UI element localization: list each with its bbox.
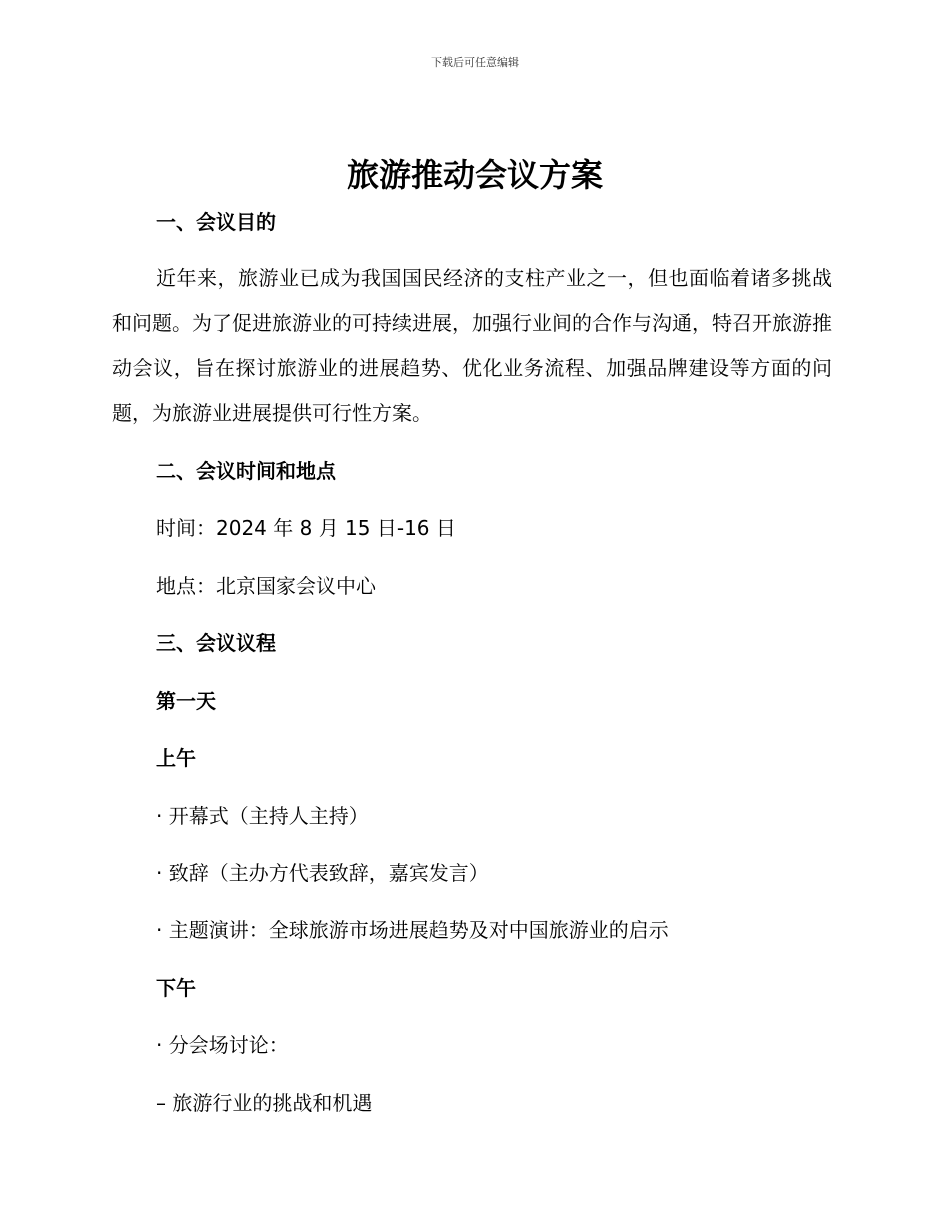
agenda-day-one: 第一天 (156, 689, 216, 713)
agenda-item: · 开幕式（主持人主持） (156, 804, 369, 828)
section-heading-time-place: 二、会议时间和地点 (156, 459, 336, 483)
section-heading-purpose: 一、会议目的 (156, 210, 276, 234)
purpose-paragraph: 近年来，旅游业已成为我国国民经济的支柱产业之一，但也面临着诸多挑战和问题。为了促进旅游业的可持续进展，加强行业间的合作与沟通，特召开旅游推动会议，旨在探讨旅游业的进展趋势、优化业务流程、加强品牌建设等方面的问题，为旅游业进展提供可行性方案。 (112, 266, 832, 425)
meeting-time: 时间：2024 年 8 月 15 日-16 日 (156, 516, 456, 540)
agenda-item: · 致辞（主办方代表致辞，嘉宾发言） (156, 861, 489, 885)
agenda-subitem: – 旅游行业的挑战和机遇 (156, 1091, 373, 1115)
agenda-item: · 主题演讲：全球旅游市场进展趋势及对中国旅游业的启示 (156, 918, 669, 942)
agenda-item: · 分会场讨论： (156, 1033, 289, 1057)
section-heading-agenda: 三、会议议程 (156, 631, 276, 655)
meeting-place: 地点：北京国家会议中心 (156, 574, 376, 598)
header-note: 下载后可任意编辑 (431, 56, 519, 69)
agenda-morning-label: 上午 (156, 746, 196, 770)
document-title: 旅游推动会议方案 (346, 156, 603, 194)
agenda-afternoon-label: 下午 (156, 976, 196, 1000)
